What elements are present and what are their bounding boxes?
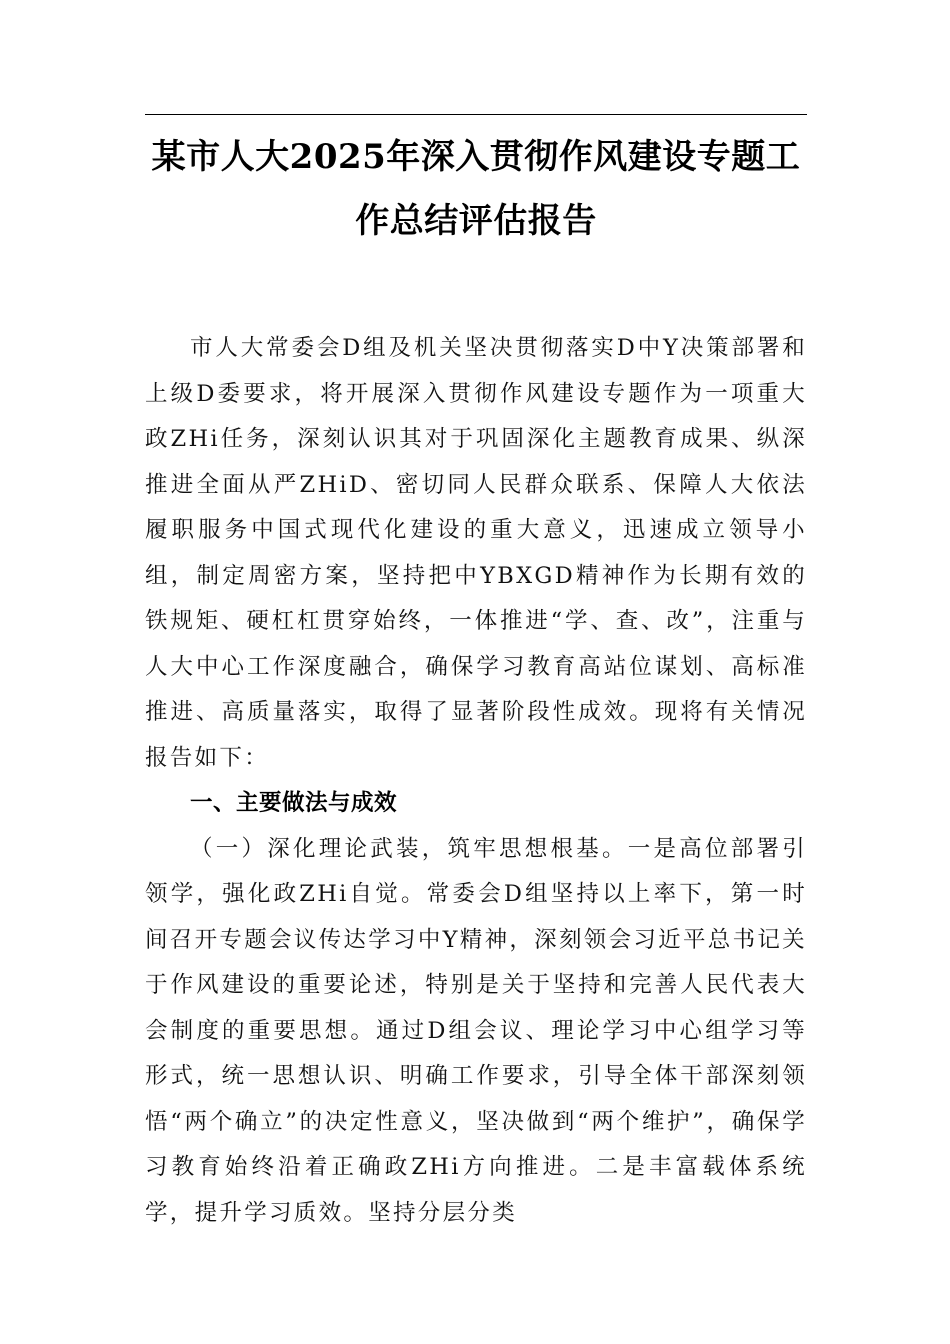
top-rule-line xyxy=(145,114,807,115)
title-line-2: 作总结评估报告 xyxy=(355,201,597,241)
title-line-1: 某市人大2025年深入贯彻作风建设专题工 xyxy=(151,137,801,177)
subsection-lead: （一）深化理论武装，筑牢思想根基。 xyxy=(190,835,628,862)
document-body xyxy=(145,326,807,1236)
subsection-text: 一是高位部署引领学，强化政ZHi自觉。常委会D组坚持以上率下，第一时间召开专题会议传达学习中Y精神，深刻领会习近平总书记关于作风建设的重要论述，特别是关于坚持和完善人民代表大会制度的重要思想。通过D组会议、理论学习中心组学习等形式，统一思想认识、明确工作要求，引导全体干部深刻领悟“两个确立”的决定性意义，坚决做到“两个维护”，确保学习教育始终沿着正确政ZHi方向推进。二是丰富载体系统学，提升学习质效。坚持分层分类 xyxy=(145,835,807,1226)
subsection-paragraph-1 xyxy=(145,827,807,1237)
document-title xyxy=(145,125,807,253)
section-heading-1: 一、主要做法与成效 xyxy=(190,790,398,816)
intro-paragraph: 市人大常委会D组及机关坚决贯彻落实D中Y决策部署和上级D委要求，将开展深入贯彻作风建设专题作为一项重大政ZHi任务，深刻认识其对于巩固深化主题教育成果、纵深推进全面从严ZHiD、密切同人民群众联系、保障人大依法履职服务中国式现代化建设的重大意义，迅速成立领导小组，制定周密方案，坚持把中YBXGD精神作为长期有效的铁规矩、硬杠杠贯穿始终，一体推进“学、查、改”，注重与人大中心工作深度融合，确保学习教育高站位谋划、高标准推进、高质量落实，取得了显著阶段性成效。现将有关情况报告如下： xyxy=(145,335,807,771)
